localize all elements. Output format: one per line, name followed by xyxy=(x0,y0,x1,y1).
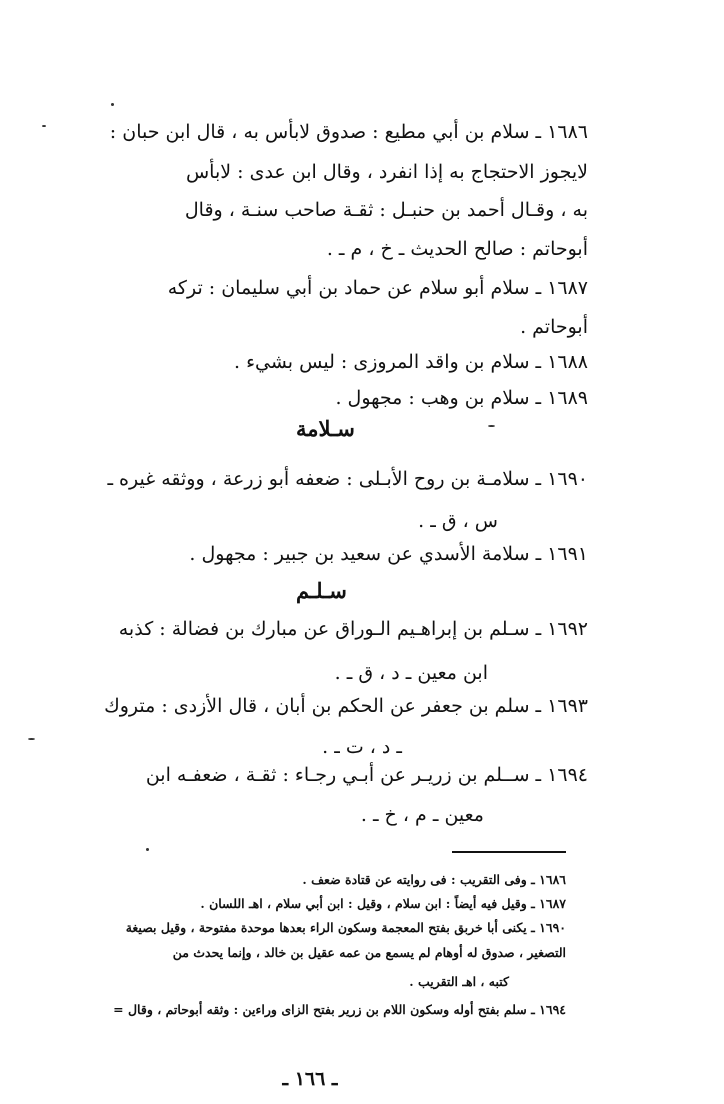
entry-1694-line-1: ١٦٩٤ ـ ســلم بن زريـر عن أبـي رجـاء : ثقـة ، ضعفـه ابن xyxy=(145,764,588,786)
footnote-1687: ١٦٨٧ ـ وقيل فيه أيضاً : ابن سلام ، وقيل : ابن أبي سلام ، اهـ اللسان . xyxy=(200,896,566,911)
entry-1687-line-1: ١٦٨٧ ـ سلام أبو سلام عن حماد بن أبي سليمان : تركه xyxy=(167,277,588,299)
entry-1687-line-2: أبوحاتم . xyxy=(520,316,588,338)
entry-1686-line-4: أبوحاتم : صالح الحديث ـ خ ، م ـ . xyxy=(326,238,588,260)
entry-1692-line-1: ١٦٩٢ ـ سـلم بن إبراهـيم الـوراق عن مبارك بن فضالة : كذبه xyxy=(118,618,588,640)
entry-1693-line-1: ١٦٩٣ ـ سلم بن جعفر عن الحكم بن أبان ، قال الأزدى : متروك xyxy=(104,695,588,717)
section-heading-salm: سـلـم xyxy=(296,578,347,603)
scan-speck xyxy=(488,425,495,427)
page-number: ـ ١٦٦ ـ xyxy=(282,1068,338,1090)
entry-1693-line-2: ـ د ، ت ـ . xyxy=(322,736,402,758)
entry-1686-line-3: به ، وقـال أحمد بن حنبـل : ثقـة صاحب سنـة ، وقال xyxy=(184,199,588,221)
entry-1690-line-1: ١٦٩٠ ـ سلامـة بن روح الأبـلى : ضعفه أبو زرعة ، ووثقه غيره ـ xyxy=(107,468,588,490)
scan-speck xyxy=(42,125,46,127)
entry-1694-line-2: معين ـ م ، خ ـ . xyxy=(360,804,484,826)
entry-1690-line-2: س ، ق ـ . xyxy=(418,510,498,532)
section-heading-salama: سـلامة xyxy=(296,416,355,441)
footnote-1690-line-3: كتبه ، اهـ التقريب . xyxy=(409,974,509,989)
entry-1686-line-2: لايجوز الاحتجاج به إذا انفرد ، وقال ابن عدى : لابأس xyxy=(185,161,588,183)
footnote-divider xyxy=(452,851,566,853)
footnote-1694: ١٦٩٤ ـ سلم بفتح أوله وسكون اللام بن زرير بفتح الزاى وراءين : وثقه أبوحاتم ، وقال = xyxy=(113,1002,566,1017)
footnote-1690-line-1: ١٦٩٠ ـ يكنى أبا خربق بفتح المعجمة وسكون الراء بعدها موحدة مفتوحة ، وقيل بصيغة xyxy=(125,920,566,935)
footnote-1690-line-2: التصغير ، صدوق له أوهام لم يسمع من عمه عقيل بن خالد ، وإنما يحدث من xyxy=(172,945,566,960)
scan-speck xyxy=(111,103,114,106)
scan-speck xyxy=(146,848,149,851)
scan-speck xyxy=(28,738,35,740)
entry-1686-line-1: ١٦٨٦ ـ سلام بن أبي مطيع : صدوق لابأس به ، قال ابن حبان : xyxy=(109,121,588,143)
entry-1691: ١٦٩١ ـ سلامة الأسدي عن سعيد بن جبير : مجهول . xyxy=(189,543,588,565)
entry-1692-line-2: ابن معين ـ د ، ق ـ . xyxy=(334,662,488,684)
entry-1688: ١٦٨٨ ـ سلام بن واقد المروزى : ليس بشيء . xyxy=(234,351,588,373)
footnote-1686: ١٦٨٦ ـ وفى التقريب : فى روايته عن قتادة ضعف . xyxy=(302,872,566,887)
entry-1689: ١٦٨٩ ـ سلام بن وهب : مجهول . xyxy=(335,387,588,409)
